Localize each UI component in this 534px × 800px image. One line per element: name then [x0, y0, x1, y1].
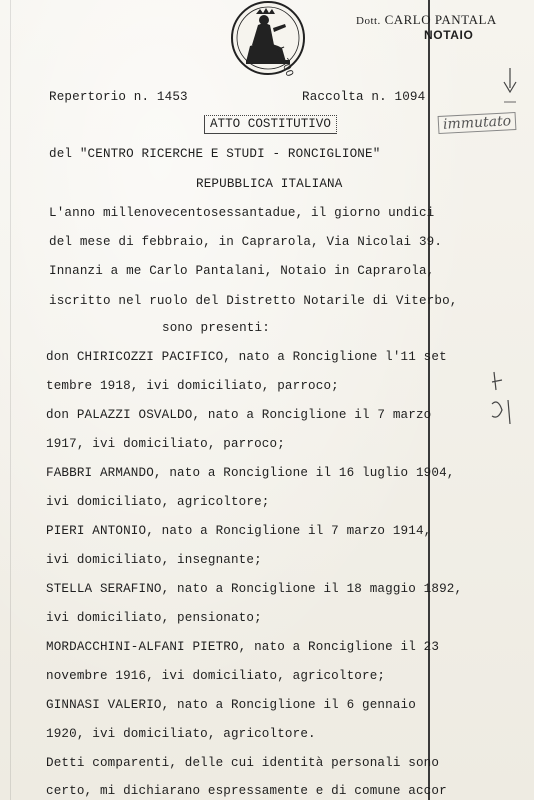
page-fold-line	[10, 0, 11, 800]
body-line-11: 1917, ivi domiciliato, parroco;	[46, 437, 285, 451]
body-line-15: ivi domiciliato, insegnante;	[46, 553, 262, 567]
document-title: ATTO COSTITUTIVO	[204, 115, 337, 134]
body-line-5: Innanzi a me Carlo Pantalani, Notaio in Caprarola,	[49, 264, 435, 278]
body-line-16: STELLA SERAFINO, nato a Ronciglione il 18 maggio 1892,	[46, 582, 463, 596]
body-heading-republic: REPUBBLICA ITALIANA	[196, 177, 343, 191]
notary-title: NOTAIO	[424, 28, 474, 42]
notary-name: CARLO PANTALA	[384, 12, 497, 27]
margin-handwritten-mark-icon	[488, 370, 522, 430]
body-line-17: ivi domiciliato, pensionato;	[46, 611, 262, 625]
body-line-10: don PALAZZI OSVALDO, nato a Ronciglione il 7 marzo	[46, 408, 432, 422]
body-line-22: Detti comparenti, delle cui identità personali sono	[46, 756, 440, 770]
body-line-8: don CHIRICOZZI PACIFICO, nato a Ronciglione l'11 set	[46, 350, 447, 364]
body-line-4: del mese di febbraio, in Caprarola, Via Nicolai 39.	[49, 235, 443, 249]
body-line-23: certo, mi dichiarano espressamente e di comune accor	[46, 784, 447, 798]
body-line-present: sono presenti:	[162, 321, 270, 335]
body-line-9: tembre 1918, ivi domiciliato, parroco;	[46, 379, 339, 393]
body-line-12: FABBRI ARMANDO, nato a Ronciglione il 16 luglio 1904,	[46, 466, 455, 480]
raccolta-number: Raccolta n. 1094	[302, 90, 426, 104]
body-line-1: del "CENTRO RICERCHE E STUDI - RONCIGLIONE"	[49, 147, 381, 161]
notary-header	[356, 12, 497, 28]
handwritten-margin-note: immutato	[438, 112, 517, 134]
margin-tick-mark-icon	[500, 66, 520, 106]
body-line-20: GINNASI VALERIO, nato a Ronciglione il 6 gennaio	[46, 698, 416, 712]
body-line-3: L'anno millenovecentosessantadue, il giorno undici	[49, 206, 435, 220]
body-line-18: MORDACCHINI-ALFANI PIETRO, nato a Ronciglione il 23	[46, 640, 440, 654]
margin-ruled-line	[428, 0, 430, 800]
body-line-14: PIERI ANTONIO, nato a Ronciglione il 7 marzo 1914,	[46, 524, 432, 538]
seal-label: L. 300	[273, 45, 295, 79]
repertorio-number: Repertorio n. 1453	[49, 90, 188, 104]
notary-prefix: Dott.	[356, 15, 381, 27]
revenue-stamp-seal-icon	[228, 0, 308, 80]
body-line-21: 1920, ivi domiciliato, agricoltore.	[46, 727, 316, 741]
body-line-13: ivi domiciliato, agricoltore;	[46, 495, 270, 509]
body-line-19: novembre 1916, ivi domiciliato, agricoltore;	[46, 669, 386, 683]
body-line-6: iscritto nel ruolo del Distretto Notarile di Viterbo,	[49, 294, 458, 308]
